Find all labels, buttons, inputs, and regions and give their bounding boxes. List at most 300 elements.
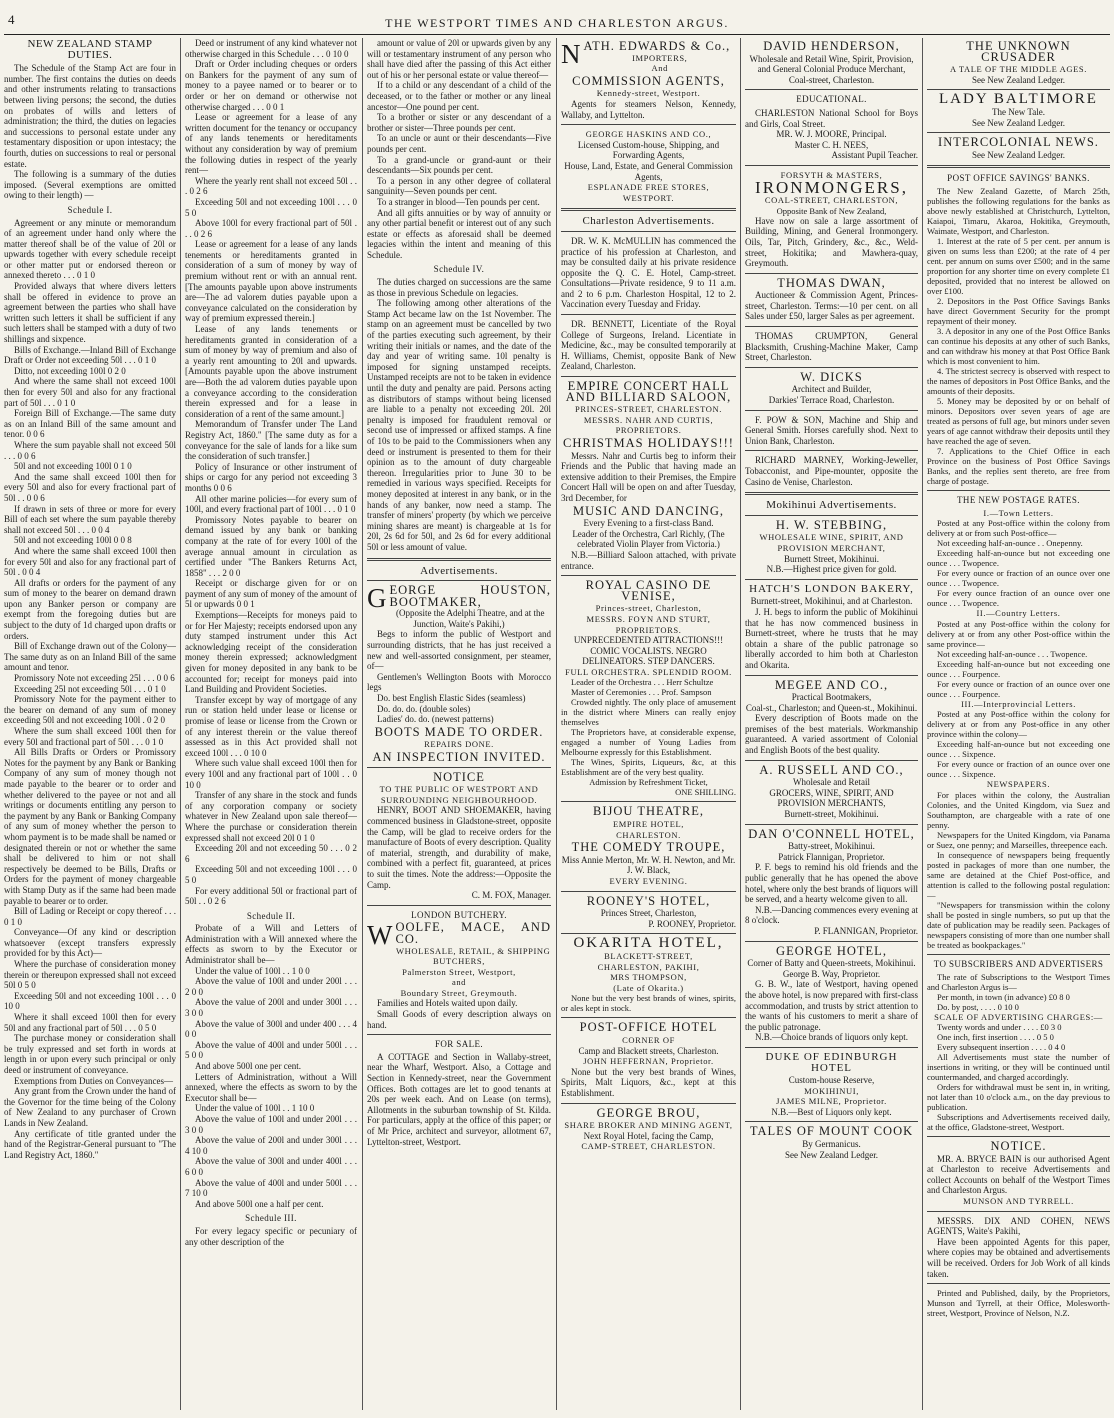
article-paragraph: Exceeding 50l and not exceeding 100l . . . 0 10 0 [4,990,176,1012]
ad-title: EMPIRE CONCERT HALL AND BILLIARD SALOON, [565,379,732,404]
rate-line: Exceeding half-an-ounce but not exceeding one ounce . . . Fourpence. [927,658,1110,679]
drop-cap: N [561,39,581,69]
rate-line: For every ounce or fraction of an ounce over one ounce . . . Sixpence. [927,759,1110,780]
ad-line: A TALE OF THE MIDDLE AGES. [950,64,1087,75]
ad-rule [927,1211,1110,1212]
rate-line: Posted at any Post-office within the colony from delivery at or from such Post-office— [927,518,1110,539]
article-paragraph: Conveyance—Of any kind or description whatsoever (except transfers expressly provided for by this Act)— [4,927,176,959]
drop-cap: G [367,583,387,614]
ad-dix-cohen [927,1216,1110,1280]
schedule-heading: Schedule I. [67,204,113,215]
ad-line: Begs to inform the public of Westport and surrounding districts, that he has just received a new and well-assorted consignment, per steamer, of— [367,629,551,672]
column-rule [740,38,741,1410]
rate-line: For places within the colony, the Australian Colonies, and the United Kingdom, via Suez and Southampton, are chargeable with a rate of one penny. [927,789,1110,830]
ad-line: TO THE PUBLIC OF WESTPORT AND SURROUNDING NEIGHBOURHOOD. [379,784,539,805]
column-legacies-advertisements [367,38,551,1410]
rate-line: Exceeding half-an-ounce but not exceeding one ounce . . . Twopence. [927,548,1110,569]
ad-line: HENRY, BOOT AND SHOEMAKER, having commenced business in Gladstone-street, opposite the Camp, will be glad to receive orders for the manufacture of Boots of every description. Quality of material, strength, and durability of make, combined with a perfect fit, guaranteed, at prices to suit the times. Note the address:—Opposite the Camp. [367,805,551,890]
article-paragraph: 4. The strictest secrecy is observed with respect to the names of depositors in Post Office Banks, and the amounts of their deposits. [927,365,1110,396]
ad-haskins [561,129,736,203]
ad-rule [745,941,918,942]
ad-line: and [451,977,467,988]
article-paragraph: Draft or Order including cheques or orders on Bankers for the payment of any sum of money to a payee named or to bearer or to order or her on demand or otherwise not otherwise charged . . . 0 0 1 [185,59,357,112]
article-paragraph: Transfer of any share in the stock and funds of any corporation company or society whatever in New Zealand upon sale thereof—Where the purchase or consideration therein expressed shall not exceed 20l 0 1 0 [185,790,357,843]
section-rule [927,954,1110,955]
ad-title: LADY BALTIMORE [939,91,1098,108]
article-paragraph: To a grand-uncle or grand-aunt or their descendants—Six pounds per cent. [367,154,551,176]
ad-pow-son: F. POW & SON, Machine and Ship and General Smith. Horses carefully shod. Next to Union Bank, Charleston. [745,414,918,446]
ad-rule [561,231,736,232]
article-paragraph: And where the same shall not exceed 100l then for every 50l and also for any fractional part of 50l . . . 0 1 0 [4,376,176,408]
ad-title: DUKE OF EDINBURGH HOTEL [765,1050,898,1074]
masthead [0,0,1114,36]
rate-line: Not exceeding half-an-ounce . . Onepenny. [937,538,1083,549]
ad-tales-of-mount-cook [745,1126,918,1160]
ad-rule [367,905,551,906]
section-rule [927,490,1110,491]
rate-section-title: III.—Interprovincial Letters. [961,698,1076,709]
ad-line: ESPLANADE FREE STORES, WESTPORT. [587,182,710,203]
rate-line: For every ounce fraction of an ounce over one ounce . . . Twopence. [927,588,1110,609]
article-paragraph: Exemptions—Receipts for moneys paid to or for Her Majesty; receipts endorsed upon any duty stamped instrument under this Act acknowledging receipt of the consideration money therein expressed; acknowledgment given for money deposited in any bank to be accounted for; receipt for moneys paid into Land Building and Provident Societies. [185,610,357,695]
ad-title: EORGE HOUSTON, BOOTMAKER, [389,583,551,609]
ad-line: Have now on sale a large assortment of Building, Mining, and General Ironmongery. Oils, Tar, Pitch, Grindery, &c., &c., Weld-street, Hokitika; and Mawhera-quay, Greymouth. [745,215,918,269]
ad-title: THE UNKNOWN CRUSADER [966,39,1071,64]
column-rule [556,38,557,1410]
ad-mcmullin: DR. W. K. McMULLIN has commenced the practice of his profession at Charleston, and may be consulted daily at his private residence opposite the Q. C. E. Hotel, Camp-street. Consultations—Private residence, 9 to 11 a.m. and 2 to 6 p.m. Charleston Hospital, 12 to 2. Vaccination every Tuesday and Friday. [561,235,736,310]
article-paragraph: Exceeding 50l and not exceeding 100l . . . 0 5 0 [185,864,357,885]
ad-rule [561,1103,736,1104]
rate-section-title: NEWSPAPERS. [986,779,1051,790]
rate-section-title: I.—Town Letters. [983,507,1054,518]
ad-rooneys-hotel [561,893,736,930]
ad-rule [745,515,918,516]
article-paragraph: Where it shall exceed 100l then for every 50l and any fractional part of 50l . . . 0 5 0 [4,1012,176,1033]
article-paragraph: Lease or agreement for a lease of any lands tenements or hereditaments granted in consideration of a sum of money by way of premium without rent or with an annual rent. [The amounts payable upon above instruments are—The ad valorem duties payable upon a conveyance calculated on the consideration by way of premium expressed therein.] [185,239,357,324]
ad-line: By Germanicus. [802,1139,861,1150]
ad-royal-casino [561,580,736,797]
ad-line: Darkies' Terrace Road, Charleston. [768,395,895,406]
article-paragraph: Lease or agreement for a lease of any written document for the tenancy or occupancy of any lands tenements or hereditaments without any consideration by way of premium the following duties in respect of the yearly rent— [185,112,357,176]
ad-rule [745,326,918,327]
ad-line: P. FLANNIGAN, Proprietor. [814,925,918,936]
ad-megee [745,677,918,756]
article-paragraph: Ditto, not exceeding 100l 0 2 0 [14,365,126,376]
article-paragraph: Memorandum of Transfer under The Land Registry Act, 1860." [The same duty as for a conveyance for the sale of lands for a like sum the consideration of such transfer.] [185,419,357,462]
ad-rule [745,824,918,825]
ad-title: GEORGE HOTEL, [776,943,887,958]
ad-rule [745,273,918,274]
ad-okarita-hotel [561,935,736,1014]
ad-national-school [745,108,918,161]
ad-hatchs-bakery [745,584,918,671]
ad-george-hotel [745,943,918,1043]
article-paragraph: Foreign Bill of Exchange.—The same duty as on an Inland Bill of the same amount and tenor. 0 0 6 [4,408,176,440]
ad-rule [745,1047,918,1048]
ad-forsyth-masters [745,170,918,269]
article-paragraph: Where the sum shall exceed 100l then for every 50l and fractional part of 50l . . . 0 1 0 [4,726,176,747]
article-paragraph: If drawn in sets of three or more for every Bill of each set where the sum payable thereby shall not exceed 50l . . . 0 0 4 [4,503,176,535]
ad-houston [367,585,551,763]
article-paragraph: 3. A depositor in any one of the Post Office Banks can continue his deposits at any other of such Banks, and can withdraw his money at that Post Office Bank which is most convenient to him. [927,325,1110,366]
ad-line: Small Goods of every description always on hand. [367,1009,551,1030]
article-paragraph: amount or value of 20l or upwards given by any will or testamentary instrument of any person who shall have died after the passing of this Act either out of his or her personal estate or value thereof— [367,38,551,80]
subscription-line: All Advertisements must state the number of insertions in writing, or they will be continued until countermanded, and charged accordingly. [927,1052,1110,1083]
ad-intercolonial-news [927,137,1110,160]
page-number: 4 [8,12,15,27]
article-paragraph: Exceeding 50l and not exceeding 100l . . . 0 5 0 [185,196,357,218]
section-rule [927,1136,1110,1137]
ad-title: THOMAS DWAN, [777,275,886,290]
schedule-heading: Schedule II. [246,910,296,921]
ad-line: G. B. W., late of Westport, having opened the above hotel, is now prepared with first-class accommodation, and trusts by strict attention to the wants of his customers to merit a share of the public patronage. [745,979,918,1032]
ad-rule [561,933,736,934]
rate-line: Posted at any Post-office within the colony for delivery at or from any Post-office in any other province within the colony— [927,709,1110,740]
ad-line: Every Evening to a first-class Band. [583,518,714,529]
ad-line: JAMES MILNE, Proprietor. [776,1096,887,1107]
section-rule [745,492,918,495]
article-paragraph: Promissory Notes payable to bearer on demand issued by any bank or banking company at the rate of for every 100l of the average annual amount in circulation as certified under "The Bankers Returns Act, 1858" . . . 2 0 0 [185,514,357,578]
column-notices [927,38,1110,1410]
article-paragraph: Probate of a Will and Letters of Administration with a Will annexed where the effects as sworn to by the Executor or Administrator shall be— [185,923,357,966]
subscription-line: Orders for withdrawal must be sent in, in writing, not later than 10 o'clock a.m., on the day previous to publication. [927,1082,1110,1113]
column-rule [362,38,363,1410]
ad-line: Burnett-street, Mokihinui. [784,809,879,820]
ad-line: PRINCES-STREET, CHARLESTON. [575,404,722,415]
article-paragraph: Any certificate of title granted under the hand of the Registrar-General pursuant to "The Land Registry Act, 1860." [4,1128,176,1160]
ad-london-butchery [367,910,551,1031]
article-paragraph: Agreement or any minute or memorandum of an agreement under hand only where the matter thereof shall be of the value of 20l or upwards together with every schedule receipt or other matter put or endorsed thereon or annexed thereto . . . 0 1 0 [4,217,176,281]
ad-line: MOKIHINUI, [804,1085,859,1096]
article-paragraph: Bill of Lading or Receipt or copy thereof . . . 0 1 0 [4,906,176,927]
article-paragraph: Where the sum payable shall not exceed 50l . . . 0 0 6 [4,439,176,461]
article-paragraph: Promissory Note for the payment either to the bearer on demand of any sum of money exceeding 50l and not exceeding 100l . 0 2 0 [4,694,176,726]
article-paragraph: The purchase money or consideration shall be truly expressed and set forth in words at length in or upon every such principal or only deed or instrument of conveyance. [4,1033,176,1075]
section-rule [367,558,551,561]
ad-line: CORNER OF [622,1034,675,1045]
ad-line: Custom-house Reserve, [788,1075,875,1086]
ad-line: Messrs. Nahr and Curtis beg to inform their Friends and the Public that having made an extensive addition to their Premises, the Empire Concert Hall will be open on and after Tuesday, 3rd December, for [561,450,736,503]
ad-line: (Opposite the Adelphi Theatre, and at the Junction, Waite's Pakihi,) [395,608,545,629]
ad-line: A COTTAGE and Section in Wallaby-street, near the Wharf, Westport. Also, a Cottage and Section in Kennedy-street, near the Government Offices. Both cottages are let to good tenants at 20s per week each. And on Lease (on terms), Allotments in the suburban township of St. Kilda. For particulars, apply at the office of this paper; or of Mr Price, architect and surveyor, allotment 67, Lyttelton-street, Westport. [367,1051,551,1147]
rate-line: Exceeding half-an-ounce but not exceeding one ounce . . . Sixpence. [927,739,1110,760]
article-paragraph: To a stranger in blood—Ten pounds per cent. [377,196,540,207]
ad-line: Wholesale and Retail Wine, Spirit, Provision, and General Colonial Produce Merchant, [749,53,914,75]
ad-dicks [745,369,918,406]
article-paragraph: 2. Depositors in the Post Office Savings Banks have direct Government Security for the prompt repayment of their money. [927,295,1110,326]
article-paragraph: Above 100l for every fractional part of 50l . . . 0 2 6 [185,218,357,239]
ad-line: BLACKETT-STREET, [604,951,693,961]
ad-line: FORSYTH & MASTERS, [780,169,883,180]
article-paragraph: Above the value of 100l and under 200l . . . 3 0 0 [185,1113,357,1135]
article-paragraph: For every additional 50l or fractional part of 50l . . 0 2 6 [185,885,357,907]
ad-line: Families and Hotels waited upon daily. [377,998,518,1009]
educational-heading: EDUCATIONAL. [796,94,867,105]
rate-line: Newspapers for the United Kingdom, via Panama or Suez, one penny; and Marseilles, threepence each. [927,829,1110,850]
column-stamp-duties-cont [185,38,357,1410]
ad-rule [561,575,736,576]
scale-line: Twenty words and under . . . . £0 3 0 [937,1022,1062,1033]
ad-crumpton: THOMAS CRUMPTON, General Blacksmith, Crushing-Machine Maker, Camp Street, Charleston. [745,331,918,363]
ad-line: Boundary Street, Greymouth. [400,987,518,998]
article-paragraph: If to a child or any descendant of a child of the deceased, or to the father or mother or any lineal ancestor—One pound per cent. [367,80,551,112]
ad-line: Auctioneer & Commission Agent, Princes-street, Charleston. Terms:—10 per cent. on all Sales under £50, larger Sales as per agreement. [745,290,918,322]
column-stamp-duties [4,38,176,1410]
article-paragraph: And where the same shall exceed 100l then for every 50l and also for any fractional part of 50l . 0 0 4 [4,545,176,578]
column-rule [180,38,181,1410]
article-paragraph: Policy of Insurance or other instrument of ships or cargo for any period not exceeding 3 months 0 0 6 [185,461,357,493]
ad-rule [927,1283,1110,1284]
ad-rule [745,410,918,411]
ad-title: BIJOU THEATRE, [593,804,704,819]
ad-line: Practical Bootmakers, [791,692,872,703]
ad-rule [745,675,918,676]
ad-line: REPAIRS DONE. [424,739,494,750]
ad-title: TALES OF MOUNT COOK [749,1124,914,1139]
ad-title: ROYAL CASINO DE VENISE, [585,578,712,603]
ad-line: Princes Street, Charleston, [600,908,697,919]
ad-line: The Wines, Spirits, Liqueurs, &c, at this Establishment are of the very best quality. [561,757,736,778]
ad-rule [745,760,918,761]
imprint: Printed and Published, daily, by the Proprietors, Munson and Tyrrell, at their Office, Molesworth-street, Westport, Province of Nelson, N.Z. [927,1288,1110,1319]
ad-rule [561,1017,736,1018]
ad-line: Patrick Flannigan, Proprietor. [778,851,885,862]
rate-line: For every ounce or fraction of an ounce over one ounce . . . Twopence. [927,568,1110,589]
rate-line: Posted at any Post-office within the colony for delivery at or from any other Post-office within the same province— [927,618,1110,649]
subscription-line: The rate of Subscriptions to the Westport Times and Charleston Argus is— [927,971,1110,992]
ad-title: OKARITA HOTEL, [573,935,724,952]
ad-title: A. RUSSELL AND CO., [759,762,904,777]
schedule-heading: Schedule III. [245,1213,297,1224]
article-paragraph: To an uncle or aunt or their descendants—Five pounds per cent. [367,133,551,154]
scale-title: SCALE OF ADVERTISING CHARGES:— [934,1011,1103,1022]
ad-title: LONDON BUTCHERY. [411,909,507,920]
ad-line: The Proprietors have, at considerable expense, engaged a number of Young Ladies from Melbourne expressly for this Establishment. [561,727,736,758]
article-paragraph: Above the value of 300l and under 400l . . . 6 0 0 [185,1156,357,1177]
ad-line: CAMP-STREET, CHARLESTON. [581,1141,716,1152]
ad-line: MR. A. BRYCE BAIN is our authorised Agent at Charleston to receive Advertisements and collect Accounts on behalf of the Westport Times and Charleston Argus. [927,1153,1110,1196]
ad-line: Every description of Boots made on the premises of the best materials. Workmanship guaranteed. A varied assortment of Colonial and English Boots of the best quality. [745,713,918,756]
ad-notice-henry [367,769,551,901]
ad-line: Agents for steamers Nelson, Kennedy, Wallaby, and Lyttelton. [561,98,736,120]
ad-line: BOOTS MADE TO ORDER. [374,724,544,739]
rate-line: In consequence of newspapers being frequently posted in packages of more than one number, the same are detained at the Chief Post-office, and attention is called to the following postal regulation:— [927,849,1110,900]
ad-line: The New Tale. [992,106,1045,117]
ad-line: PROPRIETORS. [615,425,682,436]
ad-title: NOTICE. [990,1139,1047,1154]
ad-title: DAN O'CONNELL HOTEL, [748,826,915,841]
ad-title: IRONMONGERS, [755,177,908,197]
ad-rule [561,376,736,377]
ad-line: GROCERS, WINE, SPIRIT, AND PROVISION MERCHANTS, [769,787,894,809]
ad-line: N.B.—Choice brands of liquors only kept. [755,1032,908,1043]
article-paragraph: And above 500l one per cent. [195,1061,301,1071]
column-rule [922,38,923,1410]
ad-rule [745,1121,918,1122]
ad-line: IMPORTERS, [632,52,688,63]
rate-line: "Newspapers for transmission within the colony shall be posted in single numbers, so put up that the date of publication may be readily seen. Packages of newspapers consisting of more than one number shall be treated as bookpackages." [927,899,1110,950]
ad-line: See New Zealand Ledger. [785,1149,878,1160]
article-paragraph: Above the value of 400l and under 500l . . . 5 0 0 [185,1039,357,1061]
ad-line: CHARLESTON. [616,829,681,840]
ad-post-office-hotel [561,1022,736,1098]
ad-line: CHARLESTON, PAKIHI, [597,961,700,972]
ad-line: MRS THOMPSON, [610,972,687,983]
drop-cap: W [367,920,393,951]
ad-title: MEGEE AND CO., [774,677,889,692]
ad-line: MUSIC AND DANCING, [573,503,724,518]
ad-empire-concert-hall [561,381,736,571]
ad-line: EMPIRE HOTEL, [612,819,685,830]
article-paragraph: Where the purchase of consideration money therein or thereupon expressed shall not exceed 50l 0 5 0 [4,959,176,991]
ad-rule [927,89,1110,90]
ad-rule [745,579,918,580]
ad-title: NOTICE [433,769,485,784]
article-paragraph: Transfer except by way of mortgage of any run or station held under lease or license or promise of lease or license from the Crown or of any interest therein or the value thereof assessed as in this Act provided shall not exceed 100l . . . 0 10 0 [185,694,357,758]
ad-line: UNPRECEDENTED ATTRACTIONS!!! COMIC VOCALISTS. NEGRO DELINEATORS. STEP DANCERS. [573,635,724,667]
article-paragraph: And the same shall exceed 100l then for every 50l and also for every fractional part of 50l . . 0 0 6 [4,471,176,503]
ad-line: Master of Ceremonies . . . Prof. Sampson [571,687,712,698]
ad-line: EVERY EVENING. [609,876,688,887]
schedule-heading: Schedule IV. [433,264,485,275]
ad-title: ROONEY'S HOTEL, [586,893,711,908]
ad-line: Licensed Custom-house, Shipping, and Forwarding Agents, [577,139,720,161]
ad-title: GEORGE HASKINS AND CO., [585,129,712,140]
ad-duke-of-edinburgh-hotel [745,1052,918,1118]
article-paragraph: Above the value of 100l and under 200l . . . 2 0 0 [185,976,357,997]
column-mokihinui-ads [745,38,918,1410]
ad-line: George B. Way, Proprietor. [782,968,881,979]
ad-russell [745,762,918,820]
ad-title: DAVID HENDERSON, [763,39,900,53]
ad-line: Palmerston Street, Westport, [402,966,516,977]
ad-line: THE COMEDY TROUPE, [571,840,726,855]
ad-line: N.B.—Billiard Saloon attached, with private entrance. [561,549,736,571]
scale-line: One inch, first insertion . . . . 0 5 0 [937,1032,1054,1043]
ad-line: Ladies' do. do. (newest patterns) [377,714,494,725]
subscription-line: Per month, in town (in advance) £0 8 0 [937,991,1070,1002]
article-paragraph: Bill of Exchange drawn out of the Colony—The same duty as on an Inland Bill of the same amount and tenor. [4,641,176,673]
article-paragraph: Provided always that where divers letters shall be offered in evidence to prove an agreement between the parties who shall have written such letters it shall be sufficient if any such letters shall be stamped with a duty of two shillings and sixpence. [4,281,176,345]
newspaper-title: THE WESTPORT TIMES AND CHARLESTON ARGUS. [385,16,729,30]
article-paragraph: 50l and not exceeding 100l 0 0 8 [14,535,132,546]
subscription-line: Do. by post, . . . . 0 10 0 [937,1001,1019,1012]
ad-rule [367,767,551,768]
ad-line: Coal-street, Charleston. [788,74,875,85]
article-paragraph: 7. Applications to the Chief Office in each Province on the business of Post Office Savings Banks, and the replies sent thereto, are free from charge of postage. [927,445,1110,486]
article-paragraph: 5. Money may be deposited by or on behalf of minors. Depositors over seven years of age are treated as persons of full age, but minors under seven years of age cannot withdraw their deposits until they have reached the age of seven. [927,395,1110,446]
ad-line: Crowded nightly. The only place of amusement in the district where Miners can really enjoy themselves [561,697,736,728]
ad-line: Burnett Street, Mokihinui. [784,553,879,564]
article-paragraph: To a person in any other degree of collateral sanguinity—Seven pounds per cent. [367,175,551,197]
article-paragraph: Exceeding 20l and not exceeding 50 . . . 0 2 6 [185,843,357,864]
ad-line: COMMISSION AGENTS, [572,73,725,88]
ad-line: Leader of the Orchestra . . . Herr Schultze [571,677,714,688]
article-paragraph: 1. Interest at the rate of 5 per cent. per annum is given on sums less than £200; at the rate of 4 per cent. per annum on sums over £500; and in the same proportion for any shorter time on every complete £1 deposited, provided that no interest be allowed on over £100. [927,235,1110,296]
article-paragraph: Exemptions from Duties on Conveyances— [14,1075,173,1086]
rate-line: For every ounce or fraction of an ounce over one ounce . . . Fourpence. [927,678,1110,699]
masthead-rule [4,34,1110,35]
ad-line: MR. W. J. MOORE, Principal. [776,129,887,140]
ad-line: Next Royal Hotel, facing the Camp, [583,1130,714,1141]
ad-line: House, Land, Estate, and General Commission Agents, [564,160,733,182]
article-paragraph: Above the value of 400l and under 500l . . . 7 10 0 [185,1177,357,1199]
ad-line: Burnett-street, Mokihinui, and at Charleston. [750,596,913,607]
ad-line: CHRISTMAS HOLIDAYS!!! [563,436,734,450]
ad-rule [745,89,918,90]
charleston-ads-heading: Charleston Advertisements. [582,215,715,228]
ad-stebbing [745,517,918,575]
article-paragraph: 50l and not exceeding 100l 0 1 0 [14,461,132,472]
ad-unknown-crusader [927,41,1110,85]
ad-line: Do. do. do. (double soles) [377,703,471,714]
article-paragraph: The New Zealand Gazette, of March 25th, publishes the following regulations for the banks as above newly established at Christchurch, Lyttelton, Kaiapoi, Timaru, Akaroa, Hokitika, Greymouth, Waimate, Westport, and Charleston. [927,185,1110,236]
ad-title: FOR SALE. [434,1039,484,1050]
ad-title: H. W. STEBBING, [775,517,888,532]
ad-line: P. ROONEY, Proprietor. [648,918,736,929]
ad-thomas-dwan [745,275,918,322]
ad-line: N.B.—Best of Liquors only kept. [771,1106,892,1117]
article-paragraph: Bills of Exchange.—Inland Bill of Exchange Draft or Order not exceeding 50l . . . 0 1 0 [4,344,176,366]
ad-line: Architect and Builder, [791,384,872,395]
ad-notice-bain [927,1141,1110,1207]
ad-rule [745,165,918,166]
ad-rule [927,132,1110,133]
ad-rule [561,314,736,315]
subscribers-heading: TO SUBSCRIBERS AND ADVERTISERS [933,958,1104,969]
ad-line: MESSRS. FOYN AND STURT, [586,613,711,624]
ad-title: ATH. EDWARDS & Co., [583,39,731,53]
article-paragraph: The Schedule of the Stamp Act are four in number. The first contains the duties on deeds and other instruments relating to transactions between living persons; the second, the duties on probates of wills and letters of administration; the third, the duties on legacies and successions to personal estate under any testamentary disposition or upon intestacy; the fourth, duties on successions to real or personal estate. [4,63,176,169]
ad-rule [745,450,918,451]
article-paragraph: For every legacy specific or pecuniary of any other description of the [185,1225,357,1247]
ad-bennett: DR. BENNETT, Licentiate of the Royal College of Surgeons, Ireland. Licentiate in Medicine, &c., may be consulted temporarily at H. Williams, Chemist, opposite Bank of New Zealand, Charleston. [561,319,736,372]
ad-line: CHARLESTON National School for Boys and Girls, Coal Street. [745,107,918,129]
mokihinui-ads-heading: Mokihinui Advertisements. [766,499,897,512]
article-paragraph: The following among other alterations of the Stamp Act became law on the 1st November. The stamp on an agreement must be cancelled by two of the parties executing such agreement, by their writing their initials or names, and the date of the day and year of writing same. 10l penalty is imposed for signing unstamped receipts. Unstamped receipts are not to be taken in evidence until the duty and penalty are paid. Persons acting as distributors of stamps without being licensed are liable to a penalty not exceeding 20l. 20l penalty is imposed for fraudulent removal or second use of impressed or affixed stamps. A fine of 10s to be paid to the Commissioners when any deed or instrument is presented to them for their opinion as to the amount of duty chargeable thereon. Irregularities prior to June 30 to be remedied in various ways specified. Receipts for money deposited at interest in any bank, or in the hands of any banker, now need a stamp. The transfer of miners' property (by which we perceive mining shares are meant) is chargeable at 1s for 20l, 2s 6d for 50l, and 2s 6d for every additional 50l or less amount of value. [367,298,551,552]
ad-marney: RICHARD MARNEY, Working-Jeweller, Tobacconist, and Pipe-mounter, opposite the Casino de Venise, Charleston. [745,455,918,487]
article-paragraph: Under the value of 100l . . 1 10 0 [195,1103,315,1114]
ad-line: PROPRIETORS. [615,624,682,635]
ad-line: SHARE BROKER AND MINING AGENT, [564,1120,733,1131]
ad-line: Do. best English Elastic Sides (seamless) [377,693,526,704]
article-paragraph: Deed or instrument of any kind whatever not otherwise charged in this Schedule . . . 0 10 0 [185,38,357,59]
ad-line: (Late of Okarita.) [613,982,684,993]
ad-line: See New Zealand Ledger. [972,74,1065,85]
ad-rule [745,367,918,368]
article-paragraph: Receipt or discharge given for or on payment of any sum of money of the amount of 5l or upwards 0 0 1 [185,578,357,610]
article-paragraph: The duties charged on successions are the same as those in previous Schedule on legacies. [367,277,551,298]
ad-line: MUNSON AND TYRRELL. [963,1196,1074,1207]
ad-line: Wholesale and Retail [793,777,870,788]
ad-line: Gentlemen's Wellington Boots with Morocco legs [367,671,551,693]
ad-line: P. F. begs to remind his old friends and the public generally that he has opened the above hotel, where only the best brands of liquors will be served, and a hearty welcome given to all. [745,862,918,905]
article-paragraph: Where the yearly rent shall not exceed 50l . . . 0 2 6 [185,175,357,197]
ad-line: Corner of Batty and Queen-streets, Mokihinui. [747,958,916,969]
article-paragraph: Above the value of 200l and under 300l . . . 3 0 0 [185,997,357,1019]
ad-line: Opposite Bank of New Zealand, [776,205,887,216]
ad-title: OOLFE, MACE, AND CO. [395,920,551,946]
article-paragraph: Any grant from the Crown under the hand of the Governor for the time being of the Colony of New Zealand to any purchaser of Crown Lands in New Zealand. [4,1086,176,1128]
ad-line: None but the very best brands of Wines, Spirits, Malt Liquors, &c., kept at this Establishment. [561,1066,736,1098]
ad-line: Have been appointed Agents for this paper, where copies may be obtained and advertisements will be received. Orders for Job Work of all kinds taken. [927,1236,1110,1279]
article-paragraph: And above 500l one a half per cent. [195,1198,324,1209]
article-paragraph: Promissory Note not exceeding 25l . . . 0 0 6 [14,673,175,684]
ad-line: COAL-STREET, CHARLESTON, [764,195,899,206]
subscription-line: Subscriptions and Advertisements received daily, at the office, Gladstone-street, Westport. [927,1112,1110,1133]
article-paragraph: Letters of Administration, without a Will annexed, where the effects as sworn to by the Executor shall be— [185,1071,357,1103]
ad-rule [561,801,736,802]
